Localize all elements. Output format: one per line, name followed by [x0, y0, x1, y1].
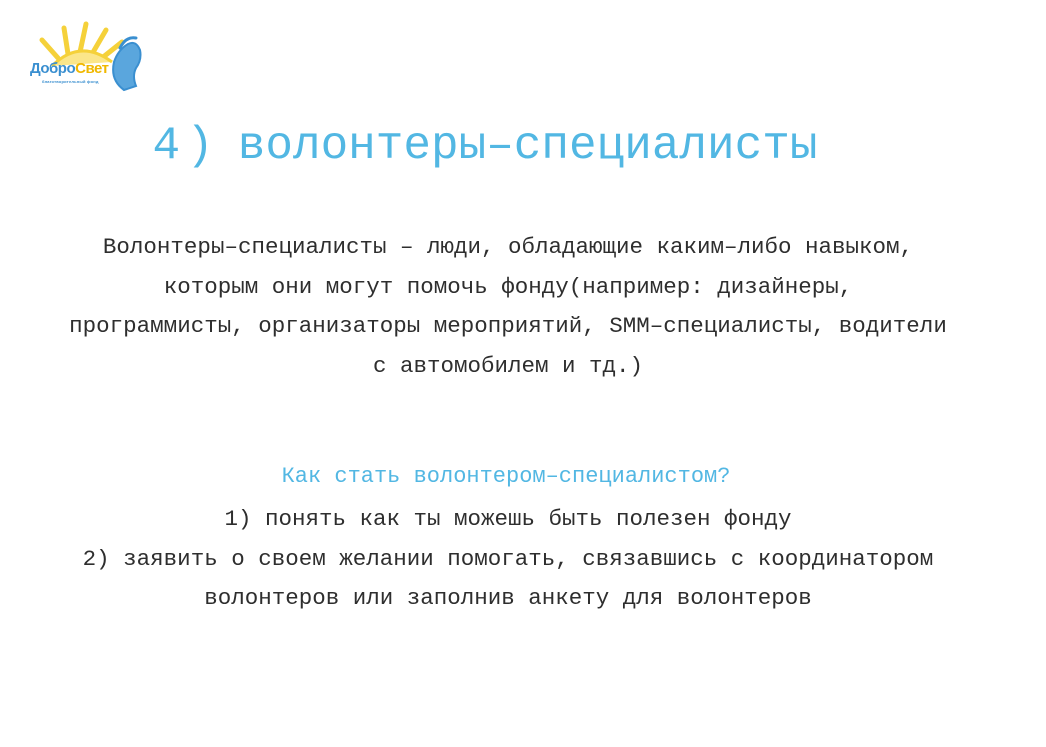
how-to-heading: Как стать волонтером–специалистом?: [281, 464, 731, 489]
slide-title: [0, 120, 970, 172]
logo-name-part2: Свет: [75, 60, 109, 77]
how-to-step-line: волонтеров или заполнив анкету для волонтеров: [204, 585, 812, 611]
description-paragraph: [20, 228, 996, 386]
description-line: которым они могут помочь фонду(например: дизайнеры,: [163, 273, 853, 300]
how-to-step-line: 1) понять как ты можешь быть полезен фонду: [224, 506, 792, 532]
how-to-step-line: 2) заявить о своем желании помогать, связавшись с координатором: [82, 545, 934, 572]
sun-hand-emblem-icon: [28, 10, 152, 100]
description-line: с автомобилем и тд.): [372, 352, 644, 379]
slide-title-text: волонтеры–специалисты: [237, 120, 818, 172]
logo-name-part1: Добро: [30, 60, 76, 77]
logo-wordmark: [30, 60, 108, 77]
logo: [28, 10, 152, 100]
slide-title-number: 4): [152, 120, 220, 172]
how-to-steps: [20, 500, 996, 619]
logo-tagline: благотворительный фонд: [42, 79, 99, 84]
description-line: программисты, организаторы мероприятий, SMM–специалисты, водители: [69, 313, 947, 339]
description-line: Волонтеры–специалисты – люди, обладающие каким–либо навыком,: [102, 234, 914, 260]
